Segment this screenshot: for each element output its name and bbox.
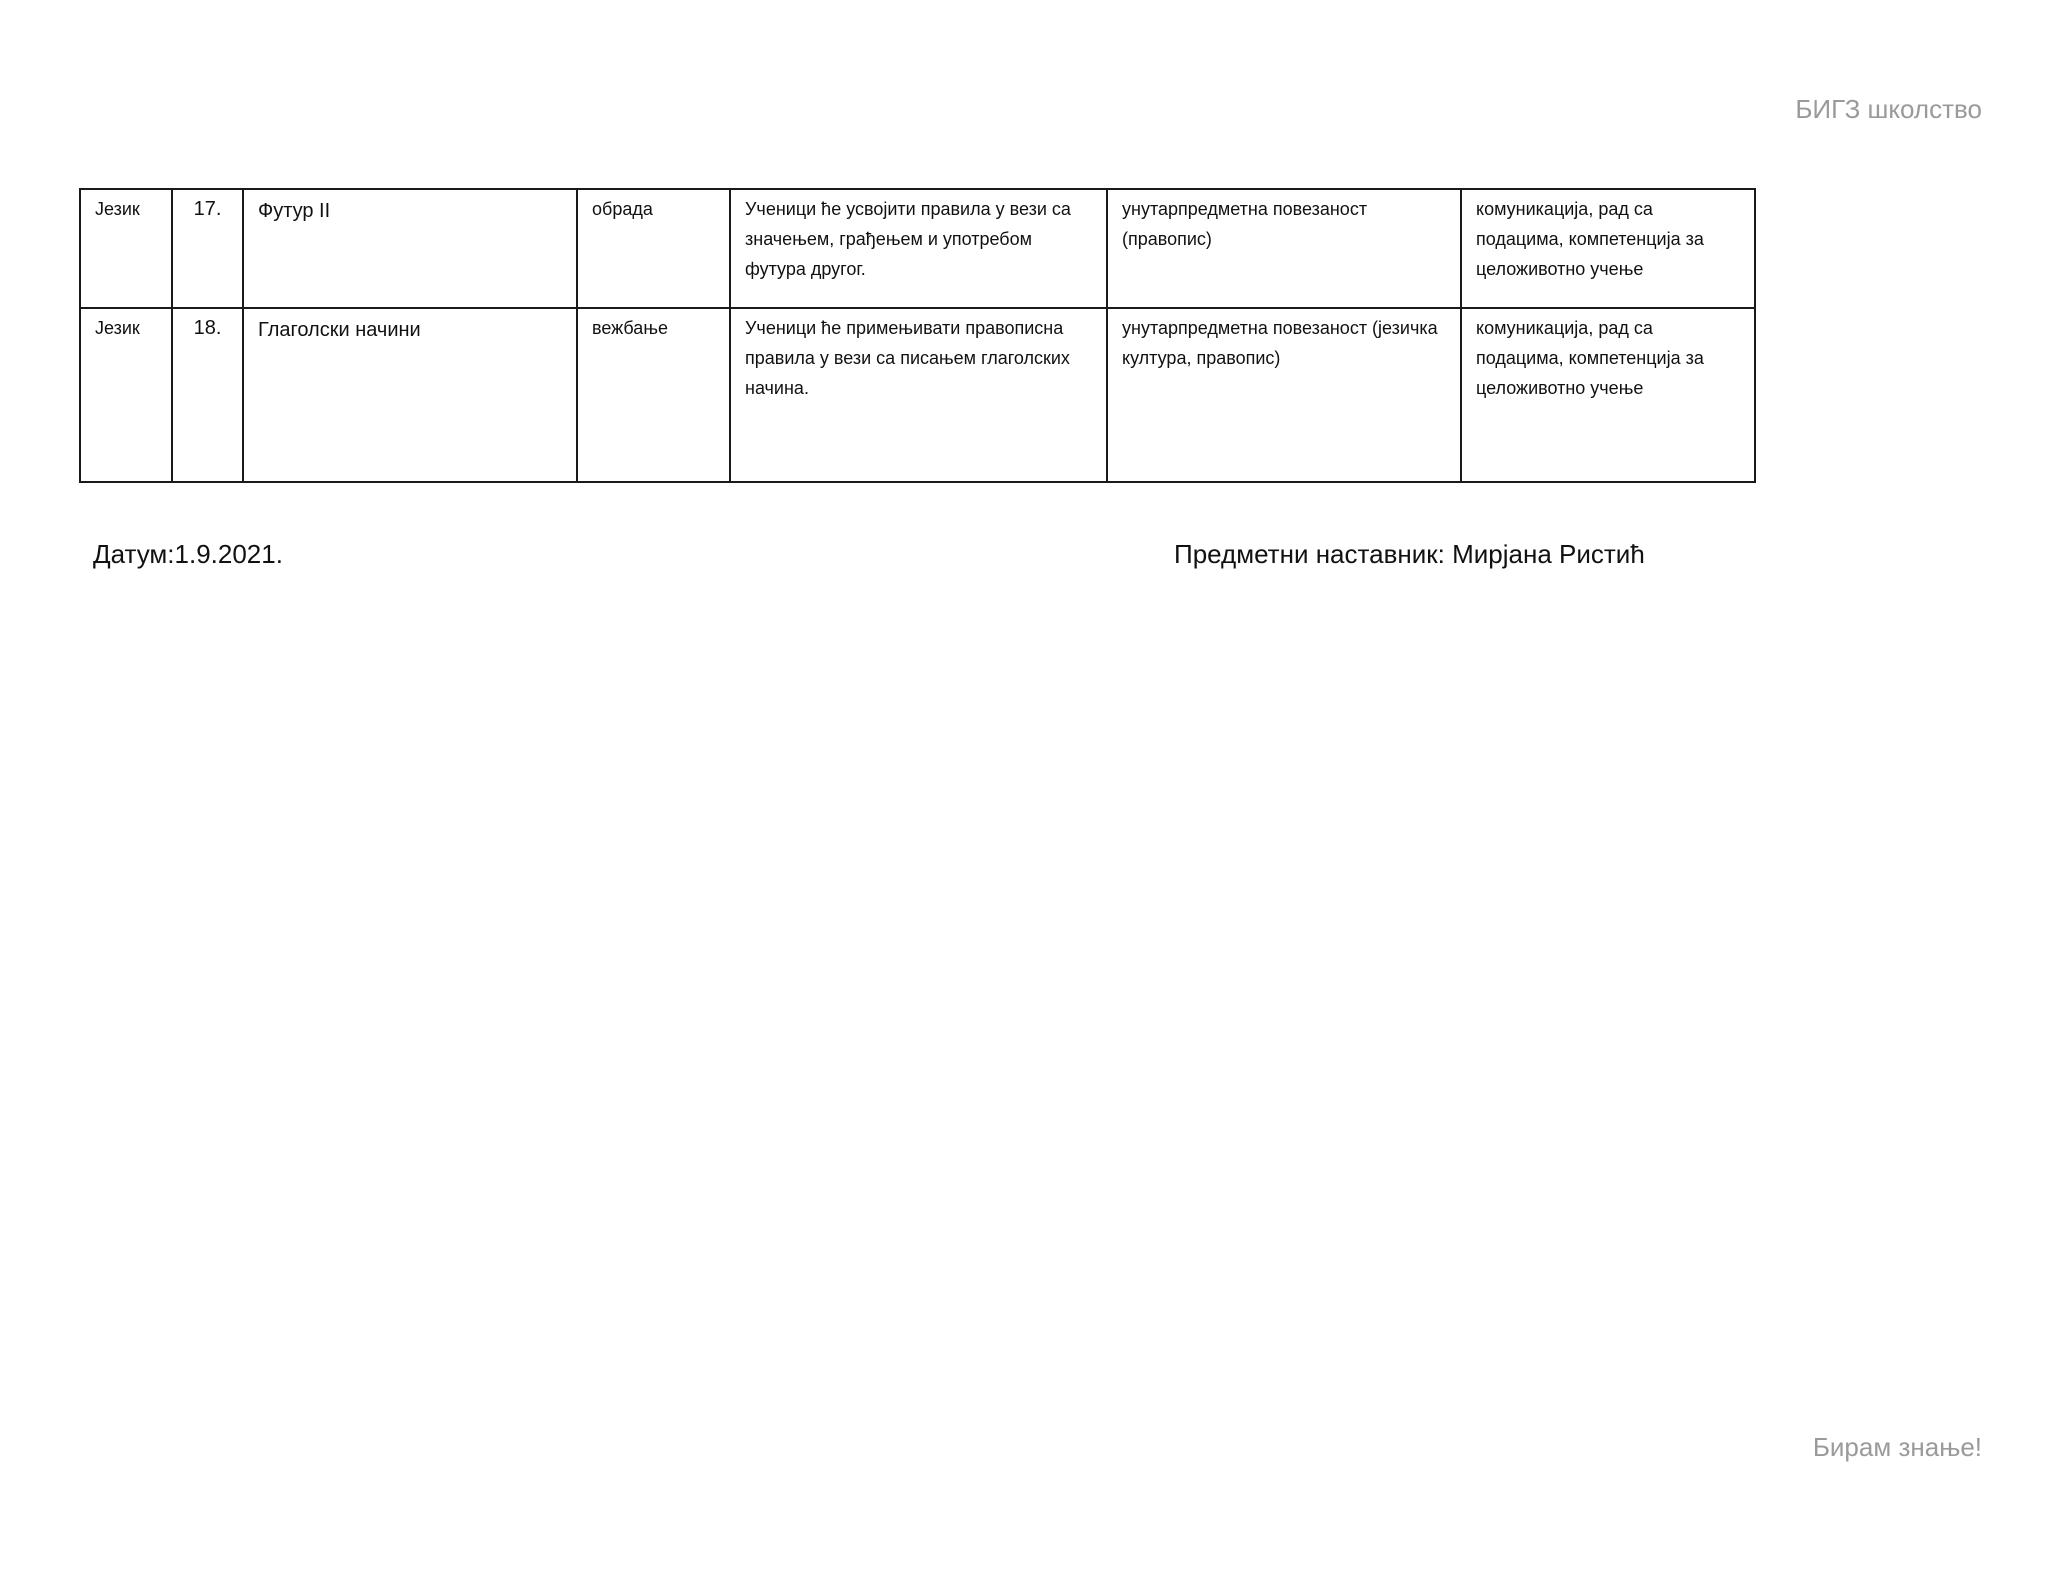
- cell-outcomes: Ученици ће примењивати правописна правила у вези са писањем глаголских начина.: [730, 308, 1107, 482]
- signature-teacher: Предметни наставник: Мирјана Ристић: [1174, 539, 1645, 569]
- cell-lesson-type: обрада: [577, 189, 730, 308]
- cell-correlation: унутарпредметна повезаност (језичка култура, правопис): [1107, 308, 1461, 482]
- signature-date: Датум:1.9.2021.: [93, 539, 283, 569]
- cell-topic: Футур II: [243, 189, 577, 308]
- page-header-brand: БИГЗ школство: [1795, 94, 1982, 124]
- lesson-plan-table: [79, 188, 1756, 483]
- cell-lesson-type: вежбање: [577, 308, 730, 482]
- cell-correlation: унутарпредметна повезаност (правопис): [1107, 189, 1461, 308]
- table-row: [80, 308, 1755, 482]
- cell-lesson-number: 17.: [172, 189, 243, 308]
- page-footer-slogan: Бирам знање!: [1812, 1432, 1982, 1462]
- cell-competences: комуникација, рад са подацима, компетенција за целоживотно учење: [1461, 189, 1755, 308]
- cell-competences: комуникација, рад са подацима, компетенција за целоживотно учење: [1461, 308, 1755, 482]
- cell-topic: Глаголски начини: [243, 308, 577, 482]
- cell-area: Језик: [80, 189, 172, 308]
- table-row: [80, 189, 1755, 308]
- cell-lesson-number: 18.: [172, 308, 243, 482]
- cell-outcomes: Ученици ће усвојити правила у вези са значењем, грађењем и употребом футура другог.: [730, 189, 1107, 308]
- cell-area: Језик: [80, 308, 172, 482]
